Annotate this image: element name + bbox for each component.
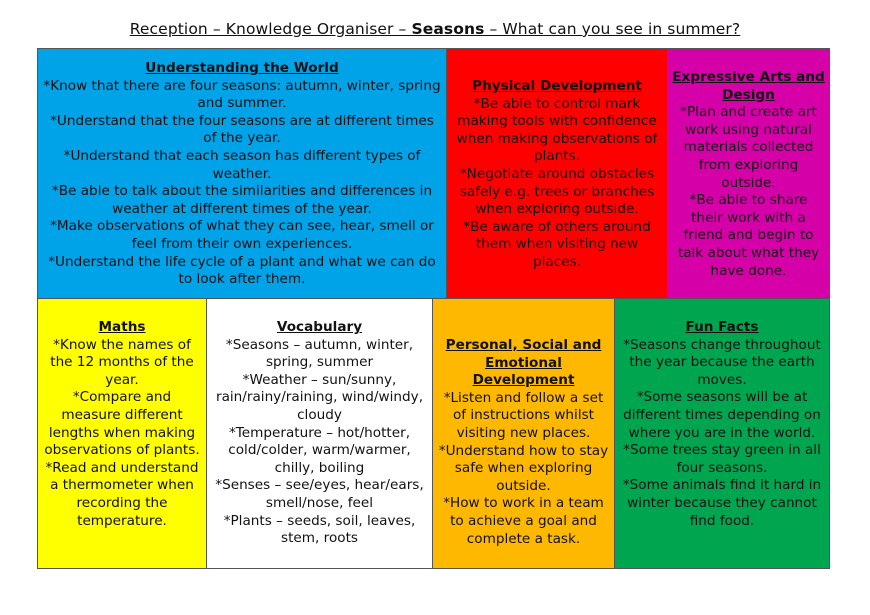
section-line: *Be able to talk about the similarities and differences in weather at different times of the year. — [51, 183, 433, 217]
section-line: *Negotiate around obstacles safely e.g. trees or branches when exploring outside. — [459, 165, 655, 218]
section-line: *Weather – sun/sunny, rain/rainy/raining, wind/windy, cloudy — [215, 371, 424, 423]
section-line: *Senses – see/eyes, hear/ears, smell/nose, feel — [215, 477, 424, 511]
section-line: *Some trees stay green in all four seasons. — [623, 442, 821, 476]
section-understanding-the-world — [37, 48, 447, 299]
section-line: *Compare and measure different lengths when making observations of plants. — [44, 389, 200, 459]
section-line: *Understand how to stay safe when exploring outside. — [438, 442, 609, 494]
section-line: *Understand the life cycle of a plant and what we can do to look after them. — [48, 253, 436, 288]
section-heading: Understanding the World — [145, 60, 339, 76]
section-line: *Seasons – autumn, winter, spring, summer — [225, 336, 414, 371]
section-heading: Fun Facts — [685, 319, 759, 335]
section-line: *How to work in a team to achieve a goal and complete a task. — [443, 495, 604, 547]
section-heading: Personal, Social and Emotional Development — [445, 337, 602, 389]
section-physical-development — [446, 48, 668, 299]
section-line: *Listen and follow a set of instructions whilst visiting new places. — [443, 389, 604, 441]
section-line: *Know the names of the 12 months of the year. — [50, 336, 194, 388]
section-heading: Physical Development — [472, 78, 642, 94]
section-maths — [37, 298, 207, 569]
section-personal-social-emotional — [432, 298, 615, 569]
section-line: *Read and understand a thermometer when recording the temperature. — [45, 459, 199, 529]
title-prefix: Reception – Knowledge Organiser – — [129, 20, 412, 38]
section-heading: Vocabulary — [276, 319, 363, 335]
section-line: *Know that there are four seasons: autumn, winter, spring and summer. — [43, 77, 441, 112]
page-title — [0, 20, 870, 38]
section-line: *Some animals find it hard in winter because they cannot find food. — [622, 477, 822, 529]
section-line: *Plants – seeds, soil, leaves, stem, roots — [223, 512, 416, 547]
title-topic: Seasons — [411, 20, 485, 38]
section-line: *Some seasons will be at different times depending on where you are in the world. — [623, 389, 821, 441]
section-heading: Maths — [98, 319, 146, 335]
section-line: *Plan and create art work using natural materials collected from exploring outside. — [680, 104, 817, 191]
section-fun-facts — [614, 298, 830, 569]
title-suffix: – What can you see in summer? — [484, 20, 741, 38]
section-line: *Understand that each season has different types of weather. — [63, 147, 421, 182]
section-line: *Be aware of others around them when visiting new places. — [463, 218, 651, 270]
section-vocabulary — [206, 298, 433, 569]
section-line: *Temperature – hot/hotter, cold/colder, warm/warmer, chilly, boiling — [228, 424, 411, 476]
section-line: *Understand that the four seasons are at different times of the year. — [50, 112, 434, 147]
knowledge-organiser-grid — [37, 48, 830, 569]
section-line: *Be able to control mark making tools with confidence when making observations of plants. — [456, 95, 658, 165]
section-line: *Seasons change throughout the year because the earth moves. — [623, 336, 821, 388]
section-line: *Be able to share their work with a friend and begin to talk about what they have done. — [677, 192, 820, 279]
section-line: *Make observations of what they can see, hear, smell or feel from their own experiences. — [50, 218, 434, 252]
section-heading: Expressive Arts and Design — [672, 69, 825, 103]
section-expressive-arts-and-design — [667, 48, 830, 299]
